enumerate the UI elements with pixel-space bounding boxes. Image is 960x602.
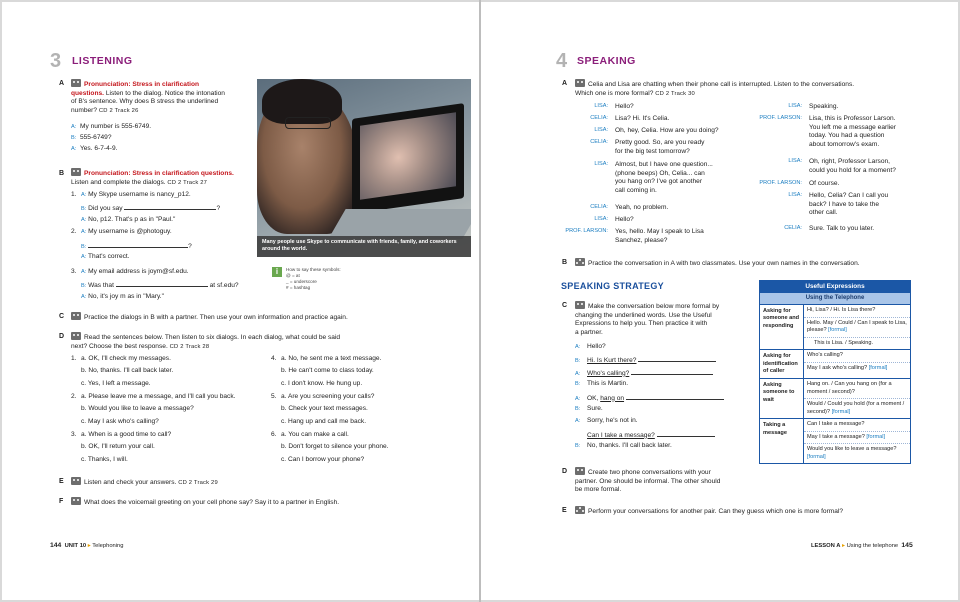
exercise-letter-e: E xyxy=(562,507,567,514)
exercise-letter-d: D xyxy=(59,333,65,340)
right-footer: LESSON A ▸ Using the telephone 145 xyxy=(811,542,913,549)
exercise-letter-f: F xyxy=(59,498,64,505)
exercise-d-column-1: 1. a. OK, I'll check my messages. b. No, thanks. I'll call back later. c. Yes, I left a message. 2. a. Please leave me a message, and I'll call you back. b. Would you like to leave a message? c. May I ask who's calling? 3. a. When is a good time to call? b. OK, I'll return your call. c. Thanks, I will. xyxy=(71,355,236,463)
answer-blank[interactable] xyxy=(88,241,188,248)
answer-blank[interactable] xyxy=(638,355,716,362)
expression-row: Asking someone to wait Hang on. / Can you hang on (for a moment / second)? Would / Could you hold (for a moment / second)? [formal] xyxy=(760,379,910,419)
right-page xyxy=(481,2,958,600)
page-number: 144 xyxy=(50,542,62,549)
group-work-icon xyxy=(575,258,585,266)
exercise-letter-c: C xyxy=(562,302,568,309)
audio-icon xyxy=(71,332,81,340)
exercise-b-text: Practice the conversation in A with two classmates. Use your own names in the conversation. xyxy=(575,258,860,269)
exercise-c-conversation: A: Hello? B: Hi. Is Kurt there? A: Who's calling? B: This is Martin. A: OK, hang on B: Sure. A: Sorry, he's not in. Can I take a message? B: No, thanks. I'll call back later. xyxy=(575,343,755,455)
exercise-d-instructions: Read the sentences below. Then listen to six dialogs. In each dialog, what could be said next? Choose the best response. CD 2 Track 28 xyxy=(71,334,341,350)
exercise-letter-c: C xyxy=(59,313,65,320)
group-work-icon xyxy=(575,506,585,514)
exercise-letter-b: B xyxy=(59,170,65,177)
page-number: 145 xyxy=(901,542,913,549)
speaking-strategy-title: SPEAKING STRATEGY xyxy=(561,281,664,291)
conversation-1: LISA: Hello? CELIA: Lisa? Hi. It's Celia. LISA: Oh, hey, Celia. How are you doing? CELIA: Pretty good. So, are you ready for the big test tomorrow? LISA: Almost, but I have one question... (phone beeps) Oh, Celia... can you hang on? I've got another call coming in. CELIA: Yeah, no problem. LISA: Hello? PROF. LARSON: Yes, hello. May I speak to Lisa Sanchez, please? xyxy=(565,103,719,244)
exercise-letter-d: D xyxy=(562,468,568,475)
pair-work-icon xyxy=(575,301,585,309)
left-page xyxy=(2,2,479,600)
exercise-a-dialog: A: My number is 555-6749. B: 555-6749? A: Yes. 6-7-4-9. xyxy=(71,123,152,152)
exercise-letter-b: B xyxy=(562,259,568,266)
expression-row: Taking a message Can I take a message? May I take a message? [formal] Would you like to leave a message? [formal] xyxy=(760,419,910,463)
section-number: 4 xyxy=(556,50,568,72)
exercise-f-text: What does the voicemail greeting on your cell phone say? Say it to a partner in English. xyxy=(71,497,339,508)
exercise-b-instructions: Pronunciation: Stress in clarification questions. Listen and complete the dialogs. CD 2 Track 27 xyxy=(71,170,234,186)
exercise-c-instructions: Make the conversation below more formal by changing the underlined words. Use the Useful Expressions to help you. Then practice it with a partner. xyxy=(575,303,720,336)
section-title: LISTENING xyxy=(72,55,133,67)
section-number: 3 xyxy=(50,50,62,72)
pair-work-icon xyxy=(71,312,81,320)
section-title: SPEAKING xyxy=(577,55,636,67)
expression-row: Asking for someone and responding Hi, Lisa? / Hi. Is Lisa there? Hello. May / Could / Can I speak to Lisa, please? [formal] This is Lisa. / Speaking. xyxy=(760,305,910,350)
exercise-e-text: Perform your conversations for another pair. Can they guess which one is more formal? xyxy=(575,506,843,517)
exercise-letter-a: A xyxy=(562,80,568,87)
pair-work-icon xyxy=(575,467,585,475)
useful-expressions-title: Useful Expressions xyxy=(760,281,910,293)
useful-expressions-subtitle: Using the Telephone xyxy=(760,293,910,305)
info-icon: i xyxy=(272,267,282,277)
answer-blank[interactable] xyxy=(657,430,715,437)
answer-blank[interactable] xyxy=(626,393,724,400)
exercise-b-dialogs: 1. A: My Skype username is nancy_p12. B: Did you say ? A: No, p12. That's p as in "Paul." 2. A: My username is @photoguy. B: ? A: That's correct. 3. A: My email address is joym@sf.edu. B: Was that at sf.edu? A: No, it's joy m as in "Mary." xyxy=(71,191,239,300)
exercise-d-column-2: 4. a. No, he sent me a text message. b. He can't come to class today. c. I don't know. He hung up. 5. a. Are you screening your calls? b. Check your text messages. c. Hang up and call me back. 6. a. You can make a call. b. Don't forget to silence your phone. c. Can I borrow your phone? xyxy=(271,355,389,463)
left-footer: 144 UNIT 10 ▸ Telephoning xyxy=(50,542,124,549)
exercise-a-instructions: Celia and Lisa are chatting when their phone call is interrupted. Listen to the conversations. Which one is more formal? CD 2 Track 30 xyxy=(575,81,855,97)
exercise-d-text: Create two phone conversations with your partner. One should be informal. The other should be more formal. xyxy=(575,469,721,494)
audio-icon xyxy=(71,477,81,485)
photo-caption: Many people use Skype to communicate with friends, family, and coworkers around the world. xyxy=(257,236,471,257)
answer-blank[interactable] xyxy=(631,368,713,375)
skype-photo xyxy=(257,79,471,257)
useful-expressions-box xyxy=(759,280,911,464)
audio-icon xyxy=(71,79,81,87)
symbols-tip: How to say these symbols: @ = at _ = underscore # = hashtag xyxy=(286,267,341,290)
pair-work-icon xyxy=(71,497,81,505)
exercise-e-text: Listen and check your answers. CD 2 Track 29 xyxy=(71,477,218,488)
audio-icon xyxy=(575,79,585,87)
laptop-image xyxy=(352,103,464,214)
answer-blank[interactable] xyxy=(116,280,208,287)
exercise-letter-a: A xyxy=(59,80,65,87)
audio-icon xyxy=(71,168,81,176)
exercise-letter-e: E xyxy=(59,478,64,485)
exercise-a-instructions: Pronunciation: Stress in clarification questions. Listen to the dialog. Notice the intonation of B's sentence. Why does B stress the underlined number? CD 2 Track 26 xyxy=(71,81,225,114)
conversation-2: LISA: Speaking. PROF. LARSON: Lisa, this is Professor Larson. You left me a message earlier today. You had a question about tomorrow's exam. LISA: Oh, right, Professor Larson, could you hold for a moment? PROF. LARSON: Of course. LISA: Hello, Celia? Can I call you back? I have to take the other call. CELIA: Sure. Talk to you later. xyxy=(759,103,896,232)
answer-blank[interactable] xyxy=(124,203,216,210)
expression-row: Asking for identification of caller Who's calling? May I ask who's calling? [formal] xyxy=(760,350,910,379)
exercise-c-text: Practice the dialogs in B with a partner. Then use your own information and practice again. xyxy=(71,312,348,323)
